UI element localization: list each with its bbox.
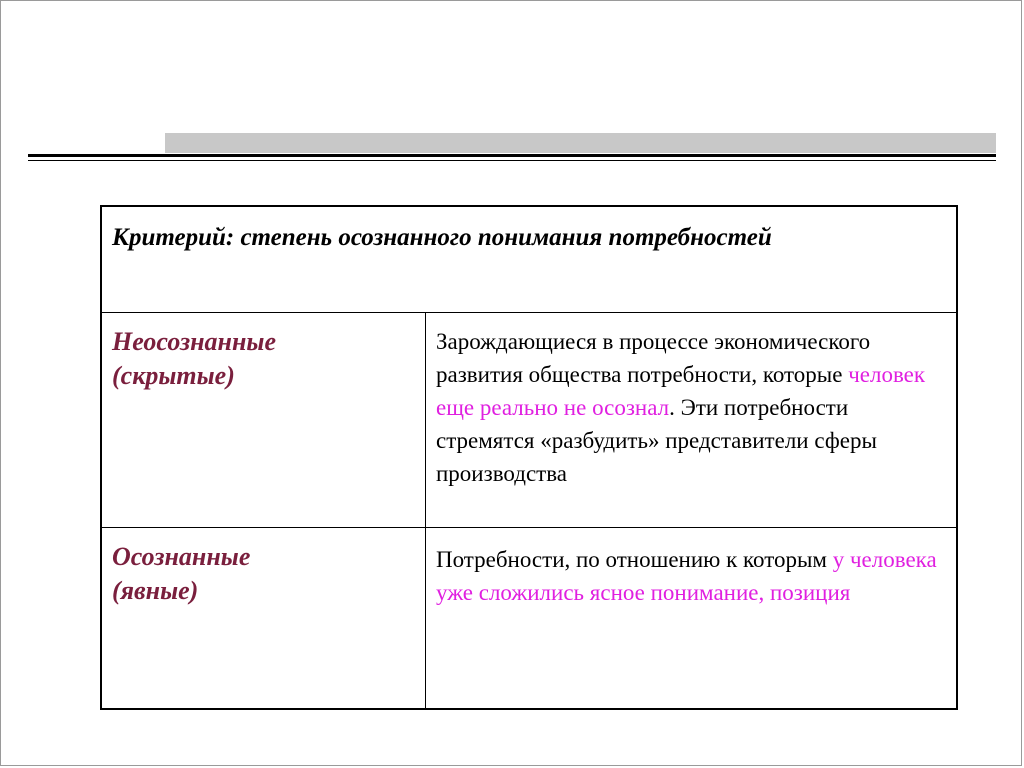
header-decor-bar xyxy=(165,133,996,153)
desc-text: Потребности, по отношению к которым xyxy=(436,547,833,572)
table-row xyxy=(102,313,956,528)
desc-text-end: . Эти потребности стремятся «разбудить» представители сферы производства xyxy=(436,395,877,486)
term-title: Неосознанные xyxy=(112,327,276,356)
desc-text: Зарождающиеся в процессе экономического развития общества потребности, которые xyxy=(436,329,871,387)
table-header-row xyxy=(102,207,956,313)
term-subtitle: (явные) xyxy=(112,576,199,605)
table-row xyxy=(102,528,956,708)
criterion-heading: Критерий: степень осознанного понимания потребностей xyxy=(112,224,772,251)
column-divider xyxy=(425,528,426,708)
header-divider-thin xyxy=(28,160,996,161)
term-title: Осознанные xyxy=(112,542,251,571)
desc-highlight: у человека уже сложились ясное понимание, позиция xyxy=(436,547,937,605)
term-subtitle: (скрытые) xyxy=(112,361,235,390)
term-description xyxy=(436,325,951,490)
term-description xyxy=(436,543,951,609)
column-divider xyxy=(425,313,426,527)
criteria-table xyxy=(100,205,958,710)
desc-highlight: человек еще реально не осознал xyxy=(436,362,926,420)
term-unconscious xyxy=(112,325,412,393)
term-conscious xyxy=(112,540,412,608)
header-divider-thick xyxy=(28,154,996,157)
